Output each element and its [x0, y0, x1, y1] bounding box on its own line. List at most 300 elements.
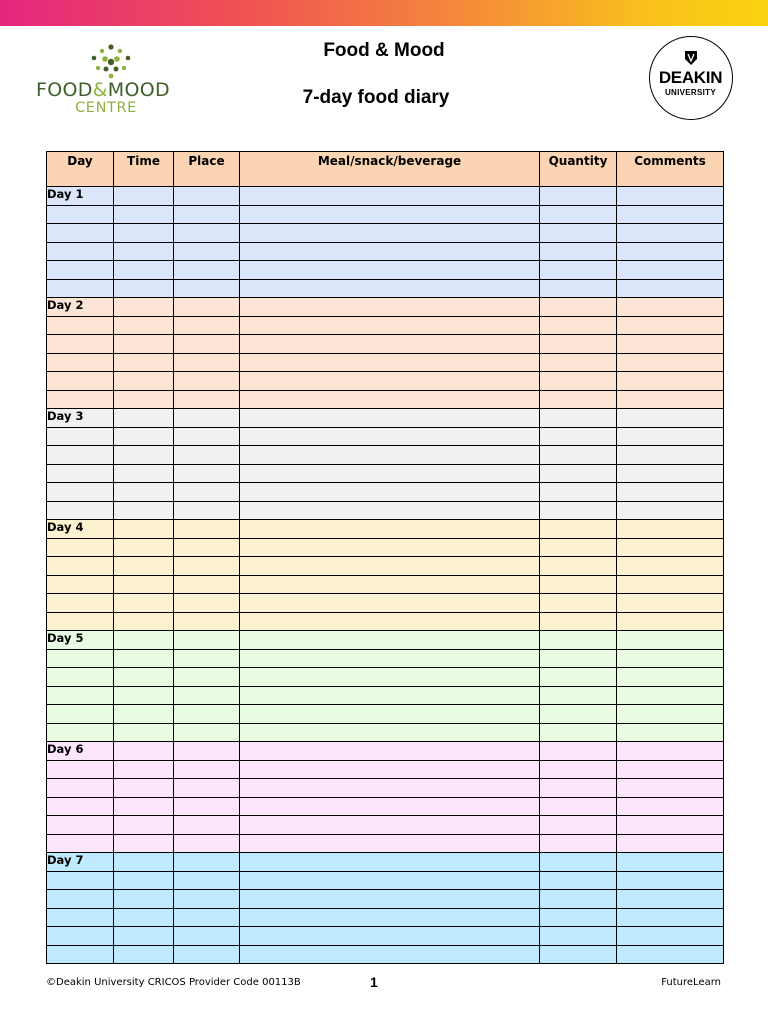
cell-comments[interactable] [617, 390, 724, 409]
cell-comments[interactable] [617, 890, 724, 909]
cell-day[interactable] [47, 446, 114, 465]
cell-place[interactable] [174, 742, 240, 761]
cell-place[interactable] [174, 520, 240, 539]
logo-subtext: CENTRE [75, 100, 137, 116]
cell-time[interactable] [114, 520, 174, 539]
cell-quantity[interactable] [540, 686, 617, 705]
cell-comments[interactable] [617, 853, 724, 872]
cell-time[interactable] [114, 649, 174, 668]
cell-comments[interactable] [617, 372, 724, 391]
cell-place[interactable] [174, 705, 240, 724]
cell-quantity[interactable] [540, 279, 617, 298]
cell-place[interactable] [174, 853, 240, 872]
table-row [47, 501, 724, 520]
cell-quantity[interactable] [540, 483, 617, 502]
cell-place[interactable] [174, 427, 240, 446]
cell-quantity[interactable] [540, 298, 617, 317]
cell-comments[interactable] [617, 483, 724, 502]
cell-time[interactable] [114, 501, 174, 520]
cell-place[interactable] [174, 390, 240, 409]
cell-quantity[interactable] [540, 705, 617, 724]
cell-meal[interactable] [240, 372, 540, 391]
cell-comments[interactable] [617, 242, 724, 261]
cell-day[interactable] [47, 668, 114, 687]
cell-quantity[interactable] [540, 594, 617, 613]
column-header-comments: Comments [617, 152, 724, 187]
cell-place[interactable] [174, 205, 240, 224]
table-row [47, 446, 724, 465]
cell-day[interactable] [47, 612, 114, 631]
cell-comments[interactable] [617, 261, 724, 280]
cell-quantity[interactable] [540, 557, 617, 576]
cell-day[interactable] [47, 723, 114, 742]
cell-meal[interactable] [240, 261, 540, 280]
table-row [47, 871, 724, 890]
cell-time[interactable] [114, 742, 174, 761]
cell-day[interactable] [47, 945, 114, 964]
cell-time[interactable] [114, 464, 174, 483]
cell-time[interactable] [114, 723, 174, 742]
cell-place[interactable] [174, 446, 240, 465]
cell-day[interactable] [47, 686, 114, 705]
cell-time[interactable] [114, 779, 174, 798]
cell-time[interactable] [114, 242, 174, 261]
cell-quantity[interactable] [540, 390, 617, 409]
table-row [47, 575, 724, 594]
cell-time[interactable] [114, 797, 174, 816]
cell-meal[interactable] [240, 446, 540, 465]
cell-place[interactable] [174, 538, 240, 557]
cell-comments[interactable] [617, 224, 724, 243]
cell-comments[interactable] [617, 575, 724, 594]
cell-comments[interactable] [617, 205, 724, 224]
cell-time[interactable] [114, 871, 174, 890]
cell-place[interactable] [174, 298, 240, 317]
cell-comments[interactable] [617, 612, 724, 631]
cell-day[interactable] [47, 575, 114, 594]
cell-comments[interactable] [617, 760, 724, 779]
cell-meal[interactable] [240, 390, 540, 409]
top-gradient-bar [0, 0, 768, 26]
cell-time[interactable] [114, 890, 174, 909]
cell-day[interactable] [47, 390, 114, 409]
cell-day[interactable] [47, 464, 114, 483]
day-label: Day 5 [47, 631, 114, 650]
food-diary-table [46, 151, 724, 964]
table-row [47, 760, 724, 779]
cell-meal[interactable] [240, 464, 540, 483]
cell-quantity[interactable] [540, 316, 617, 335]
table-row [47, 483, 724, 502]
cell-day[interactable] [47, 760, 114, 779]
column-header-quantity: Quantity [540, 152, 617, 187]
cell-comments[interactable] [617, 723, 724, 742]
cell-quantity[interactable] [540, 446, 617, 465]
cell-place[interactable] [174, 723, 240, 742]
cell-place[interactable] [174, 224, 240, 243]
cell-quantity[interactable] [540, 890, 617, 909]
cell-meal[interactable] [240, 279, 540, 298]
table-row [47, 890, 724, 909]
table-row [47, 279, 724, 298]
cell-day[interactable] [47, 890, 114, 909]
cell-time[interactable] [114, 834, 174, 853]
cell-meal[interactable] [240, 224, 540, 243]
cell-quantity[interactable] [540, 224, 617, 243]
diary-body [47, 187, 724, 964]
cell-day[interactable] [47, 649, 114, 668]
cell-meal[interactable] [240, 705, 540, 724]
day-label: Day 6 [47, 742, 114, 761]
cell-quantity[interactable] [540, 649, 617, 668]
column-header-time: Time [114, 152, 174, 187]
cell-comments[interactable] [617, 834, 724, 853]
cell-meal[interactable] [240, 871, 540, 890]
cell-meal[interactable] [240, 205, 540, 224]
table-row [47, 372, 724, 391]
cell-meal[interactable] [240, 612, 540, 631]
table-row [47, 612, 724, 631]
copyright-text: ©Deakin University CRICOS Provider Code 00113B [46, 977, 301, 988]
cell-time[interactable] [114, 298, 174, 317]
cell-place[interactable] [174, 557, 240, 576]
table-row [47, 298, 724, 317]
cell-day[interactable] [47, 834, 114, 853]
day-label: Day 7 [47, 853, 114, 872]
table-row [47, 649, 724, 668]
cell-comments[interactable] [617, 520, 724, 539]
cell-comments[interactable] [617, 335, 724, 354]
cell-place[interactable] [174, 594, 240, 613]
cell-quantity[interactable] [540, 187, 617, 206]
cell-place[interactable] [174, 483, 240, 502]
cell-comments[interactable] [617, 298, 724, 317]
cell-day[interactable] [47, 908, 114, 927]
cell-time[interactable] [114, 279, 174, 298]
cell-place[interactable] [174, 686, 240, 705]
table-row [47, 316, 724, 335]
cell-day[interactable] [47, 779, 114, 798]
cell-day[interactable] [47, 816, 114, 835]
cell-time[interactable] [114, 353, 174, 372]
table-row [47, 557, 724, 576]
cell-meal[interactable] [240, 501, 540, 520]
cell-meal[interactable] [240, 242, 540, 261]
table-row [47, 779, 724, 798]
cell-comments[interactable] [617, 446, 724, 465]
cell-day[interactable] [47, 538, 114, 557]
cell-meal[interactable] [240, 538, 540, 557]
cell-comments[interactable] [617, 649, 724, 668]
cell-quantity[interactable] [540, 464, 617, 483]
cell-time[interactable] [114, 612, 174, 631]
cell-place[interactable] [174, 834, 240, 853]
cell-meal[interactable] [240, 575, 540, 594]
table-header-row [47, 152, 724, 187]
cell-place[interactable] [174, 335, 240, 354]
cell-meal[interactable] [240, 816, 540, 835]
column-header-place: Place [174, 152, 240, 187]
cell-day[interactable] [47, 224, 114, 243]
cell-time[interactable] [114, 187, 174, 206]
cell-day[interactable] [47, 927, 114, 946]
cell-time[interactable] [114, 335, 174, 354]
cell-quantity[interactable] [540, 501, 617, 520]
cell-comments[interactable] [617, 686, 724, 705]
cell-meal[interactable] [240, 520, 540, 539]
day-label: Day 4 [47, 520, 114, 539]
cell-day[interactable] [47, 316, 114, 335]
cell-time[interactable] [114, 594, 174, 613]
cell-time[interactable] [114, 483, 174, 502]
cell-comments[interactable] [617, 816, 724, 835]
cell-quantity[interactable] [540, 797, 617, 816]
cell-meal[interactable] [240, 409, 540, 428]
cell-quantity[interactable] [540, 372, 617, 391]
table-row [47, 187, 724, 206]
cell-time[interactable] [114, 853, 174, 872]
cell-quantity[interactable] [540, 261, 617, 280]
cell-comments[interactable] [617, 279, 724, 298]
day-label: Day 3 [47, 409, 114, 428]
cell-place[interactable] [174, 797, 240, 816]
cell-quantity[interactable] [540, 631, 617, 650]
cell-day[interactable] [47, 335, 114, 354]
day-label: Day 2 [47, 298, 114, 317]
cell-quantity[interactable] [540, 427, 617, 446]
cell-place[interactable] [174, 261, 240, 280]
cell-comments[interactable] [617, 631, 724, 650]
cell-day[interactable] [47, 427, 114, 446]
cell-time[interactable] [114, 631, 174, 650]
cell-time[interactable] [114, 668, 174, 687]
cell-day[interactable] [47, 261, 114, 280]
cell-day[interactable] [47, 372, 114, 391]
cell-meal[interactable] [240, 483, 540, 502]
cell-meal[interactable] [240, 631, 540, 650]
cell-meal[interactable] [240, 353, 540, 372]
column-header-meal: Meal/snack/beverage [240, 152, 540, 187]
cell-time[interactable] [114, 538, 174, 557]
cell-quantity[interactable] [540, 520, 617, 539]
cell-quantity[interactable] [540, 335, 617, 354]
cell-quantity[interactable] [540, 612, 617, 631]
cell-comments[interactable] [617, 594, 724, 613]
cell-meal[interactable] [240, 760, 540, 779]
cell-time[interactable] [114, 446, 174, 465]
page-title: Food & Mood [323, 40, 445, 61]
cell-time[interactable] [114, 816, 174, 835]
deakin-university-logo [649, 36, 733, 120]
table-row [47, 927, 724, 946]
cell-day[interactable] [47, 205, 114, 224]
cell-place[interactable] [174, 908, 240, 927]
cell-day[interactable] [47, 353, 114, 372]
cell-quantity[interactable] [540, 816, 617, 835]
cell-quantity[interactable] [540, 945, 617, 964]
cell-quantity[interactable] [540, 853, 617, 872]
table-row [47, 242, 724, 261]
cell-time[interactable] [114, 575, 174, 594]
cell-place[interactable] [174, 927, 240, 946]
cell-meal[interactable] [240, 742, 540, 761]
cell-place[interactable] [174, 871, 240, 890]
cell-day[interactable] [47, 705, 114, 724]
cell-meal[interactable] [240, 187, 540, 206]
table-row [47, 631, 724, 650]
cell-meal[interactable] [240, 316, 540, 335]
cell-quantity[interactable] [540, 409, 617, 428]
cell-meal[interactable] [240, 853, 540, 872]
cell-quantity[interactable] [540, 353, 617, 372]
cell-meal[interactable] [240, 686, 540, 705]
table-row [47, 390, 724, 409]
cell-place[interactable] [174, 612, 240, 631]
cell-place[interactable] [174, 890, 240, 909]
cell-day[interactable] [47, 483, 114, 502]
cell-time[interactable] [114, 390, 174, 409]
cell-time[interactable] [114, 427, 174, 446]
cell-time[interactable] [114, 686, 174, 705]
cell-quantity[interactable] [540, 834, 617, 853]
cell-place[interactable] [174, 760, 240, 779]
table-row [47, 335, 724, 354]
cell-place[interactable] [174, 242, 240, 261]
cell-place[interactable] [174, 279, 240, 298]
table-row [47, 797, 724, 816]
cell-meal[interactable] [240, 890, 540, 909]
cell-quantity[interactable] [540, 723, 617, 742]
cell-place[interactable] [174, 779, 240, 798]
table-row [47, 427, 724, 446]
cell-comments[interactable] [617, 409, 724, 428]
cell-time[interactable] [114, 557, 174, 576]
cell-day[interactable] [47, 594, 114, 613]
cell-place[interactable] [174, 187, 240, 206]
table-row [47, 353, 724, 372]
table-row [47, 723, 724, 742]
cell-comments[interactable] [617, 501, 724, 520]
cell-meal[interactable] [240, 927, 540, 946]
cell-time[interactable] [114, 224, 174, 243]
cell-meal[interactable] [240, 779, 540, 798]
cell-meal[interactable] [240, 723, 540, 742]
cell-meal[interactable] [240, 427, 540, 446]
table-row [47, 464, 724, 483]
cell-quantity[interactable] [540, 779, 617, 798]
cell-place[interactable] [174, 464, 240, 483]
cell-comments[interactable] [617, 705, 724, 724]
deakin-wordmark: DEAKIN [658, 68, 723, 87]
cell-place[interactable] [174, 945, 240, 964]
cell-time[interactable] [114, 316, 174, 335]
cell-day[interactable] [47, 279, 114, 298]
cell-time[interactable] [114, 945, 174, 964]
cell-time[interactable] [114, 927, 174, 946]
cell-day[interactable] [47, 557, 114, 576]
cell-meal[interactable] [240, 834, 540, 853]
cell-meal[interactable] [240, 557, 540, 576]
cell-comments[interactable] [617, 779, 724, 798]
cell-comments[interactable] [617, 353, 724, 372]
cell-comments[interactable] [617, 187, 724, 206]
cell-quantity[interactable] [540, 908, 617, 927]
cell-comments[interactable] [617, 427, 724, 446]
cell-day[interactable] [47, 871, 114, 890]
cell-meal[interactable] [240, 945, 540, 964]
cell-comments[interactable] [617, 927, 724, 946]
column-header-day: Day [47, 152, 114, 187]
cell-comments[interactable] [617, 945, 724, 964]
cell-comments[interactable] [617, 464, 724, 483]
cell-meal[interactable] [240, 298, 540, 317]
cell-time[interactable] [114, 205, 174, 224]
cell-quantity[interactable] [540, 760, 617, 779]
cell-place[interactable] [174, 409, 240, 428]
table-row [47, 705, 724, 724]
cell-quantity[interactable] [540, 242, 617, 261]
cell-comments[interactable] [617, 538, 724, 557]
cell-quantity[interactable] [540, 871, 617, 890]
cell-meal[interactable] [240, 649, 540, 668]
cell-place[interactable] [174, 372, 240, 391]
cell-time[interactable] [114, 372, 174, 391]
cell-comments[interactable] [617, 316, 724, 335]
table-row [47, 945, 724, 964]
cell-comments[interactable] [617, 871, 724, 890]
cell-quantity[interactable] [540, 927, 617, 946]
cell-place[interactable] [174, 668, 240, 687]
cell-comments[interactable] [617, 908, 724, 927]
cell-comments[interactable] [617, 668, 724, 687]
cell-meal[interactable] [240, 797, 540, 816]
cell-place[interactable] [174, 649, 240, 668]
cell-quantity[interactable] [540, 205, 617, 224]
cell-place[interactable] [174, 575, 240, 594]
cell-meal[interactable] [240, 594, 540, 613]
cell-day[interactable] [47, 501, 114, 520]
cell-quantity[interactable] [540, 668, 617, 687]
cell-comments[interactable] [617, 797, 724, 816]
cell-place[interactable] [174, 316, 240, 335]
table-row [47, 816, 724, 835]
cell-quantity[interactable] [540, 538, 617, 557]
cell-place[interactable] [174, 353, 240, 372]
cell-time[interactable] [114, 409, 174, 428]
cell-time[interactable] [114, 760, 174, 779]
cell-comments[interactable] [617, 742, 724, 761]
table-row [47, 224, 724, 243]
cell-time[interactable] [114, 908, 174, 927]
cell-meal[interactable] [240, 668, 540, 687]
table-row [47, 686, 724, 705]
cell-meal[interactable] [240, 908, 540, 927]
cell-day[interactable] [47, 242, 114, 261]
table-row [47, 834, 724, 853]
cell-day[interactable] [47, 797, 114, 816]
cell-time[interactable] [114, 705, 174, 724]
cell-place[interactable] [174, 816, 240, 835]
cell-comments[interactable] [617, 557, 724, 576]
cell-meal[interactable] [240, 335, 540, 354]
cell-place[interactable] [174, 631, 240, 650]
cell-quantity[interactable] [540, 742, 617, 761]
cell-time[interactable] [114, 261, 174, 280]
day-label: Day 1 [47, 187, 114, 206]
cell-quantity[interactable] [540, 575, 617, 594]
table-row [47, 742, 724, 761]
cell-place[interactable] [174, 501, 240, 520]
